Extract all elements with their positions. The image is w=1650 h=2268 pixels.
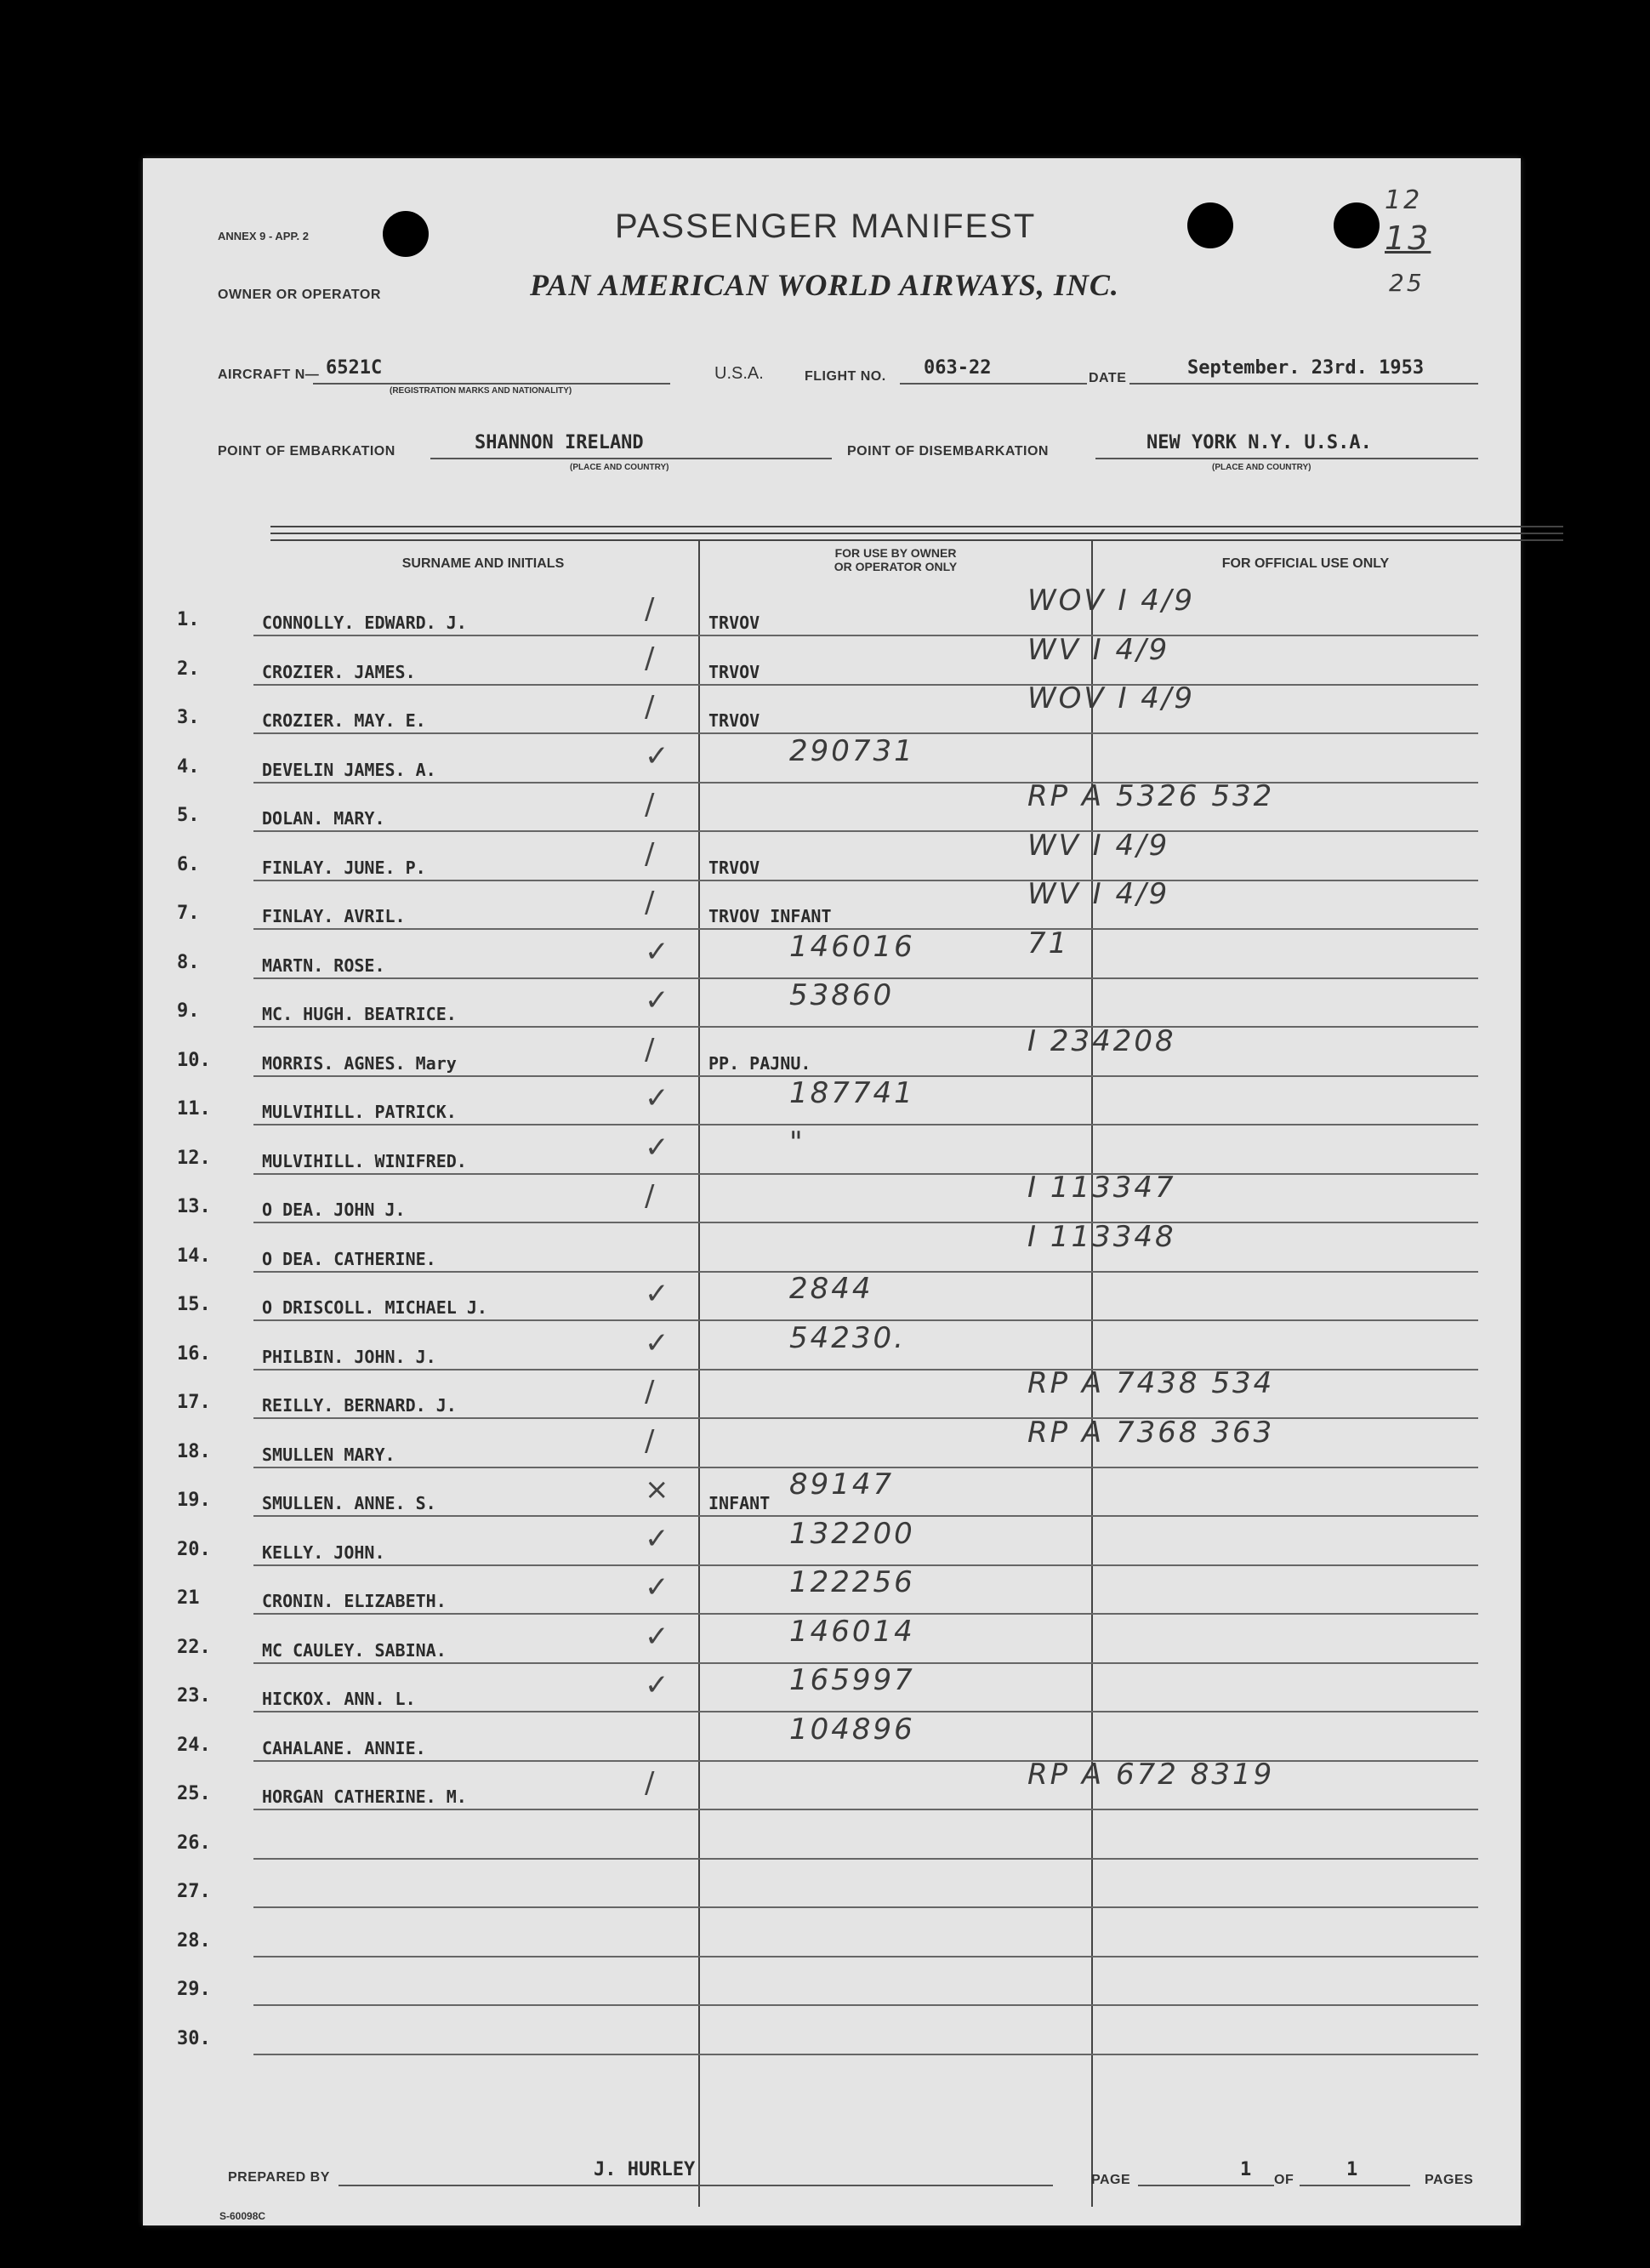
disembark-label: POINT OF DISEMBARKATION	[847, 444, 1049, 459]
official-entry: WV I 4/9	[1027, 877, 1170, 911]
row-rule	[253, 782, 1478, 784]
row-number: 24.	[177, 1734, 211, 1756]
official-entry: I 113348	[1027, 1219, 1176, 1254]
page-underline	[1138, 2185, 1274, 2186]
official-entry: I 113347	[1027, 1171, 1176, 1205]
column-header-surname: SURNAME AND INITIALS	[401, 556, 565, 571]
of-value: 1	[1346, 2159, 1358, 2180]
official-entry: RP A 5326 532	[1027, 779, 1275, 813]
table-top-rule-2	[270, 533, 1563, 534]
aircraft-underline	[313, 383, 670, 385]
company-name: PAN AMERICAN WORLD AIRWAYS, INC.	[530, 268, 1119, 302]
check-mark: /	[645, 690, 655, 724]
embark-underline	[430, 458, 832, 459]
form-code: ANNEX 9 - APP. 2	[218, 230, 309, 242]
date-underline	[1129, 383, 1478, 385]
row-number: 30.	[177, 2027, 211, 2049]
check-mark: /	[645, 1423, 655, 1458]
passenger-name: O DEA. CATHERINE.	[262, 1248, 436, 1269]
owner-handwritten: 146016	[789, 929, 915, 964]
passenger-name: KELLY. JOHN.	[262, 1541, 385, 1563]
row-number: 19.	[177, 1490, 211, 1511]
row-number: 6.	[177, 853, 200, 875]
official-entry: WV I 4/9	[1027, 632, 1170, 667]
check-mark: ✓	[645, 1570, 669, 1604]
official-entry: RP A 7368 363	[1027, 1415, 1275, 1450]
row-number: 1.	[177, 609, 200, 630]
nationality: U.S.A.	[714, 364, 764, 383]
check-mark: ✓	[645, 1619, 669, 1654]
owner-handwritten: 89147	[789, 1467, 895, 1502]
passenger-name: FINLAY. AVRIL.	[262, 906, 406, 926]
official-entry: WV I 4/9	[1027, 828, 1170, 863]
row-number: 9.	[177, 1000, 200, 1022]
row-rule	[253, 1760, 1478, 1762]
passenger-name: DEVELIN JAMES. A.	[262, 759, 436, 780]
check-mark: /	[645, 592, 655, 626]
flight-value: 063-22	[924, 357, 992, 379]
official-entry: I 234208	[1027, 1023, 1176, 1058]
check-mark: ✓	[645, 1277, 669, 1311]
check-mark: /	[645, 1179, 655, 1213]
check-mark: ✓	[645, 1521, 669, 1556]
row-number: 16.	[177, 1342, 211, 1365]
passenger-name: DOLAN. MARY.	[262, 808, 385, 829]
row-rule	[253, 1124, 1478, 1125]
passenger-name: SMULLEN MARY.	[262, 1444, 395, 1465]
row-number: 10.	[177, 1049, 211, 1071]
owner-note: TRVOV	[708, 710, 760, 731]
manifest-page	[143, 158, 1521, 2225]
row-rule	[253, 635, 1478, 636]
date-value: September. 23rd. 1953	[1187, 357, 1425, 379]
flight-label: FLIGHT NO.	[805, 369, 886, 384]
passenger-name: REILLY. BERNARD. J.	[262, 1395, 457, 1416]
row-rule	[253, 1417, 1478, 1419]
owner-note: TRVOV INFANT	[708, 906, 832, 926]
punch-hole-right	[1334, 202, 1380, 248]
row-rule	[253, 880, 1478, 881]
aircraft-value: 6521C	[326, 357, 383, 379]
passenger-name: SMULLEN. ANNE. S.	[262, 1493, 436, 1513]
official-entry: WOV I 4/9	[1027, 681, 1195, 715]
row-number: 23.	[177, 1685, 211, 1707]
punch-hole-left	[383, 211, 429, 257]
owner-handwritten: 104896	[789, 1712, 915, 1747]
check-mark: /	[645, 836, 655, 871]
row-number: 25.	[177, 1783, 211, 1804]
passenger-name: O DRISCOLL. MICHAEL J.	[262, 1297, 487, 1318]
official-entry: RP A 7438 534	[1027, 1366, 1275, 1400]
row-rule	[253, 1956, 1478, 1957]
owner-handwritten: 2844	[789, 1272, 873, 1306]
prepared-value: J. HURLEY	[594, 2159, 696, 2180]
row-number: 4.	[177, 755, 200, 778]
owner-handwritten: 290731	[789, 733, 915, 768]
row-rule	[253, 684, 1478, 686]
row-rule	[253, 830, 1478, 832]
passenger-name: HICKOX. ANN. L.	[262, 1689, 416, 1709]
embark-sub: (PLACE AND COUNTRY)	[570, 463, 669, 472]
column-header-official: FOR OFFICIAL USE ONLY	[1221, 556, 1390, 571]
row-number: 3.	[177, 707, 200, 728]
passenger-name: PHILBIN. JOHN. J.	[262, 1346, 436, 1367]
passenger-name: CROZIER. JAMES.	[262, 661, 416, 682]
owner-handwritten: 54230.	[789, 1320, 906, 1355]
row-number: 11.	[177, 1098, 211, 1120]
check-mark: /	[645, 788, 655, 822]
owner-handwritten: 132200	[789, 1516, 915, 1551]
owner-note: TRVOV	[708, 857, 760, 878]
check-mark: ✓	[645, 1668, 669, 1702]
owner-handwritten: 53860	[789, 978, 895, 1012]
pages-label: PAGES	[1425, 2173, 1474, 2187]
corner-mark-3: 25	[1389, 269, 1425, 297]
row-number: 15.	[177, 1294, 211, 1315]
passenger-name: MULVIHILL. WINIFRED.	[262, 1150, 467, 1171]
corner-mark-2: 13	[1385, 219, 1431, 257]
row-number: 21	[177, 1587, 200, 1609]
of-label: OF	[1274, 2173, 1294, 2187]
passenger-name: CAHALANE. ANNIE.	[262, 1737, 426, 1758]
punch-hole-center	[1187, 202, 1233, 248]
row-rule	[253, 1026, 1478, 1028]
passenger-name: O DEA. JOHN J.	[262, 1200, 406, 1220]
owner-note: PP. PAJNU.	[708, 1052, 811, 1074]
check-mark: /	[645, 641, 655, 675]
check-mark: ✓	[645, 738, 669, 773]
check-mark: /	[645, 1032, 655, 1067]
embark-label: POINT OF EMBARKATION	[218, 444, 395, 459]
passenger-name: CRONIN. ELIZABETH.	[262, 1591, 447, 1611]
row-number: 13.	[177, 1196, 211, 1217]
disembark-value: NEW YORK N.Y. U.S.A.	[1146, 432, 1372, 453]
passenger-name: MULVIHILL. PATRICK.	[262, 1102, 457, 1122]
owner-note: TRVOV	[708, 661, 760, 682]
check-mark: ✓	[645, 1325, 669, 1360]
page-label: PAGE	[1091, 2173, 1131, 2187]
row-number: 14.	[177, 1245, 211, 1267]
row-number: 7.	[177, 903, 200, 924]
column-header-owner-1: FOR USE BY OWNER	[834, 546, 957, 560]
check-mark: ✓	[645, 1130, 669, 1165]
official-entry: 71	[1027, 926, 1070, 960]
page-title: PASSENGER MANIFEST	[615, 208, 1037, 245]
passenger-name: HORGAN CATHERINE. M.	[262, 1786, 467, 1807]
column-header-owner-2: OR OPERATOR ONLY	[834, 560, 958, 573]
table-top-rule-3	[270, 539, 1563, 541]
row-rule	[253, 1906, 1478, 1908]
row-number: 12.	[177, 1147, 211, 1169]
row-number: 18.	[177, 1440, 211, 1462]
row-rule	[253, 1222, 1478, 1223]
owner-note: TRVOV	[708, 613, 760, 633]
row-number: 8.	[177, 951, 200, 973]
owner-note: INFANT	[708, 1493, 771, 1513]
row-number: 26.	[177, 1832, 211, 1854]
official-entry: RP A 672 8319	[1027, 1758, 1275, 1792]
row-rule	[253, 1858, 1478, 1860]
prepared-label: PREPARED BY	[228, 2170, 330, 2185]
row-number: 2.	[177, 658, 200, 680]
row-rule	[253, 1369, 1478, 1370]
passenger-name: MC. HUGH. BEATRICE.	[262, 1004, 457, 1024]
row-number: 20.	[177, 1538, 211, 1560]
form-number: S-60098C	[219, 2210, 266, 2222]
passenger-name: MARTN. ROSE.	[262, 954, 385, 976]
row-rule	[253, 2054, 1478, 2055]
check-mark: ✓	[645, 1081, 669, 1115]
owner-handwritten: 146014	[789, 1614, 915, 1649]
date-label: DATE	[1089, 371, 1127, 385]
aircraft-sub: (REGISTRATION MARKS AND NATIONALITY)	[390, 386, 572, 396]
check-mark: /	[645, 886, 655, 920]
check-mark: /	[645, 1766, 655, 1800]
owner-handwritten: 165997	[789, 1663, 915, 1697]
row-number: 27.	[177, 1881, 211, 1902]
passenger-name: FINLAY. JUNE. P.	[262, 857, 426, 878]
passenger-name: CROZIER. MAY. E.	[262, 710, 426, 731]
row-number: 17.	[177, 1392, 211, 1413]
page-value: 1	[1240, 2159, 1252, 2180]
embark-value: SHANNON IRELAND	[475, 432, 644, 453]
owner-handwritten: 122256	[789, 1565, 915, 1599]
owner-handwritten: "	[789, 1125, 805, 1160]
passenger-name: MORRIS. AGNES. Mary	[262, 1052, 457, 1074]
row-rule	[253, 1809, 1478, 1810]
prepared-underline	[339, 2185, 1053, 2186]
flight-underline	[900, 383, 1087, 385]
disembark-sub: (PLACE AND COUNTRY)	[1212, 463, 1311, 472]
owner-handwritten: 187741	[789, 1076, 915, 1110]
of-underline	[1300, 2185, 1410, 2186]
check-mark: ×	[645, 1473, 669, 1507]
disembark-underline	[1095, 458, 1478, 459]
corner-mark-1: 12	[1385, 185, 1423, 215]
aircraft-label: AIRCRAFT N—	[218, 368, 320, 382]
row-number: 5.	[177, 805, 200, 826]
owner-label: OWNER OR OPERATOR	[218, 288, 381, 302]
row-rule	[253, 1173, 1478, 1175]
row-number: 22.	[177, 1636, 211, 1658]
table-top-rule-1	[270, 526, 1563, 527]
check-mark: ✓	[645, 934, 669, 969]
passenger-name: MC CAULEY. SABINA.	[262, 1639, 447, 1661]
row-number: 28.	[177, 1929, 211, 1952]
official-entry: WOV I 4/9	[1027, 584, 1195, 618]
passenger-name: CONNOLLY. EDWARD. J.	[262, 613, 467, 633]
check-mark: ✓	[645, 983, 669, 1017]
row-number: 29.	[177, 1979, 211, 2000]
row-rule	[253, 2004, 1478, 2006]
check-mark: /	[645, 1375, 655, 1409]
